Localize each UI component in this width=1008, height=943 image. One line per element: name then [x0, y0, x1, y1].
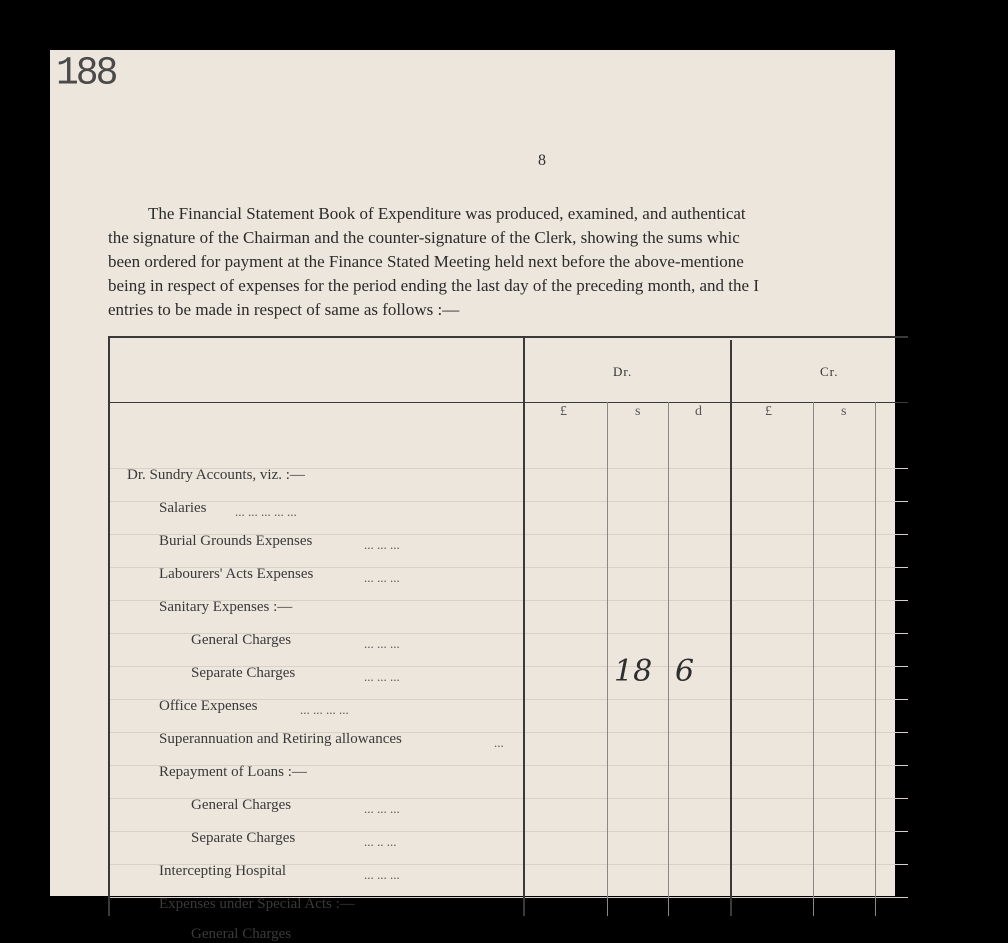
paragraph-line: been ordered for payment at the Finance Stated Meeting held next before the above-mentione: [108, 252, 744, 271]
pence-header: d: [695, 404, 702, 419]
column-line: [607, 402, 608, 916]
leader-dots: ... ... ... ... ...: [235, 504, 297, 519]
table-left-border: [108, 336, 110, 916]
dr-cr-divider: [730, 340, 732, 916]
intro-paragraph: [108, 202, 1008, 322]
page-stamp-number: 188: [56, 50, 116, 97]
row-label: Intercepting Hospital: [159, 863, 287, 879]
paragraph-line: The Financial Statement Book of Expenditure was produced, examined, and authenticat: [148, 204, 746, 223]
leader-dots: ... ... ...: [364, 669, 400, 684]
row-label: General Charges: [191, 797, 292, 813]
shillings-header: s: [635, 404, 641, 419]
row-label: General Charges: [191, 926, 292, 942]
row-label: Dr. Sundry Accounts, viz. :—: [127, 467, 305, 483]
row-label: Expenses under Special Acts :—: [159, 896, 355, 912]
leader-dots: ... ... ... ...: [300, 702, 349, 717]
row-label: Office Expenses: [159, 698, 258, 714]
row-label: Separate Charges: [191, 665, 296, 681]
table-top-border: [108, 336, 908, 338]
label-column-border: [523, 336, 525, 916]
leader-dots: ... ... ...: [364, 537, 400, 552]
column-line: [875, 402, 876, 916]
accounts-table: [108, 336, 908, 942]
leader-dots: ... ... ...: [364, 801, 400, 816]
paragraph-line: the signature of the Chairman and the counter-signature of the Clerk, showing the sums whic: [108, 228, 740, 247]
row-label: Repayment of Loans :—: [159, 764, 307, 780]
column-line: [813, 402, 814, 916]
leader-dots: ...: [494, 735, 504, 750]
handwritten-pence: 6: [675, 654, 695, 689]
row-label: Sanitary Expenses :—: [159, 599, 293, 615]
row-label: General Charges: [191, 632, 292, 648]
page-number: 8: [538, 152, 546, 169]
leader-dots: ... .. ...: [364, 834, 397, 849]
cr-pounds-header: £: [765, 404, 772, 419]
pounds-header: £: [560, 404, 567, 419]
header-divider: [108, 402, 908, 403]
leader-dots: ... ... ...: [364, 867, 400, 882]
leader-dots: ... ... ...: [364, 570, 400, 585]
ruled-line: [108, 501, 908, 502]
handwritten-shillings: 18: [614, 654, 653, 689]
row-label: Superannuation and Retiring allowances: [159, 731, 402, 747]
dr-header: Dr.: [613, 364, 633, 379]
cr-shillings-header: s: [841, 404, 847, 419]
row-label: Burial Grounds Expenses: [159, 533, 313, 549]
leader-dots: ... ... ...: [364, 636, 400, 651]
row-label: Salaries: [159, 500, 207, 516]
paragraph-line: being in respect of expenses for the period ending the last day of the preceding month, and the I: [108, 276, 759, 295]
row-label: Separate Charges: [191, 830, 296, 846]
paragraph-line: entries to be made in respect of same as follows :—: [108, 300, 460, 319]
document-page: [50, 50, 895, 942]
column-line: [668, 402, 669, 916]
cr-header: Cr.: [820, 364, 839, 379]
row-label: Labourers' Acts Expenses: [159, 566, 314, 582]
